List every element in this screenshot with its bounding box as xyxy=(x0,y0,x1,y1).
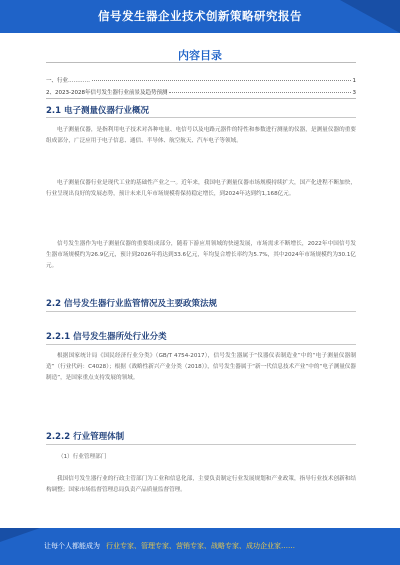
footer-banner xyxy=(0,528,400,565)
subsection-label: （1）行业管理部门 xyxy=(58,454,107,460)
paragraph: 电子测量仪器，是指利用电子技术对各种电量、电信号以及电路元器件的特性和参数进行测量的仪器，是测量仪器的重要组成部分，广泛应用于电子信息、通信、半导体、航空航天、汽车电子等领域。 xyxy=(46,127,356,144)
paragraph: 根据国家统计局《国民经济行业分类》（GB/T 4754-2017），信号发生器属于“仪器仪表制造业”中的“电子测量仪器制造”（行业代码：C4028）；根据《战略性新兴产业分类（2018）》，信号发生器属于“新一代信息技术产业”中的“电子测量仪器制造”，是国家重点支持发展的领域。 xyxy=(46,353,356,381)
section-heading-2-2: 2.2 信号发生器行业监管情况及主要政策法规 xyxy=(46,299,218,309)
section-divider xyxy=(46,117,356,118)
toc-entry-label: 2、2023-2028年信号发生器行业前景及趋势预测 xyxy=(46,90,168,96)
footer-slogan xyxy=(44,528,295,565)
section-divider xyxy=(46,444,356,445)
paragraph: 电子测量仪器行业是现代工业的基础性产业之一。近年来，我国电子测量仪器市场规模持续扩大，国产化进程不断加快，行业呈现出良好的发展态势，预计未来几年市场规模将保持稳定增长，到2024年达到约1,168亿元。 xyxy=(46,180,356,197)
toc-entry[interactable] xyxy=(46,88,356,96)
section-divider xyxy=(46,311,356,312)
paragraph: 我国信号发生器行业的行政主管部门为工业和信息化部，主要负责制定行业发展规划和产业政策，指导行业技术创新和结构调整；国家市场监督管理总局负责产品质量监督管理。 xyxy=(46,476,356,493)
footer-slogan-items: 行业专家、管理专家、营销专家、战略专家、成功企业家…… xyxy=(106,542,295,550)
toc-title: 内容目录 xyxy=(178,49,222,62)
section-heading-2-1: 2.1 电子测量仪器行业概况 xyxy=(46,106,150,116)
toc-entry-page: 3 xyxy=(352,90,356,96)
toc-entry-label: 一、行业………… xyxy=(46,78,91,84)
toc-leader-dots xyxy=(92,80,350,81)
footer-corner-decoration xyxy=(0,528,40,542)
toc-divider xyxy=(46,62,356,63)
toc-divider xyxy=(46,98,356,99)
toc-entry[interactable] xyxy=(46,76,356,84)
paragraph: 信号发生器作为电子测量仪器的重要组成部分，随着下游应用领域的快速发展，市场需求不断增长，2022年中国信号发生器市场规模约为26.9亿元，预计到2026年将达到33.6亿元，年均复合增长率约为5.7%，其中2024年市场规模约为30.1亿元。 xyxy=(46,241,356,269)
toc-entry-page: 1 xyxy=(352,78,356,84)
report-header xyxy=(0,0,400,33)
toc-leader-dots xyxy=(169,92,350,93)
footer-slogan-lead: 让每个人都能成为 xyxy=(44,542,100,550)
section-heading-2-2-2: 2.2.2 行业管理体制 xyxy=(46,432,125,442)
section-heading-2-2-1: 2.2.1 信号发生器所处行业分类 xyxy=(46,332,167,342)
section-divider xyxy=(46,344,356,345)
report-title: 信号发生器企业技术创新策略研究报告 xyxy=(98,9,302,23)
